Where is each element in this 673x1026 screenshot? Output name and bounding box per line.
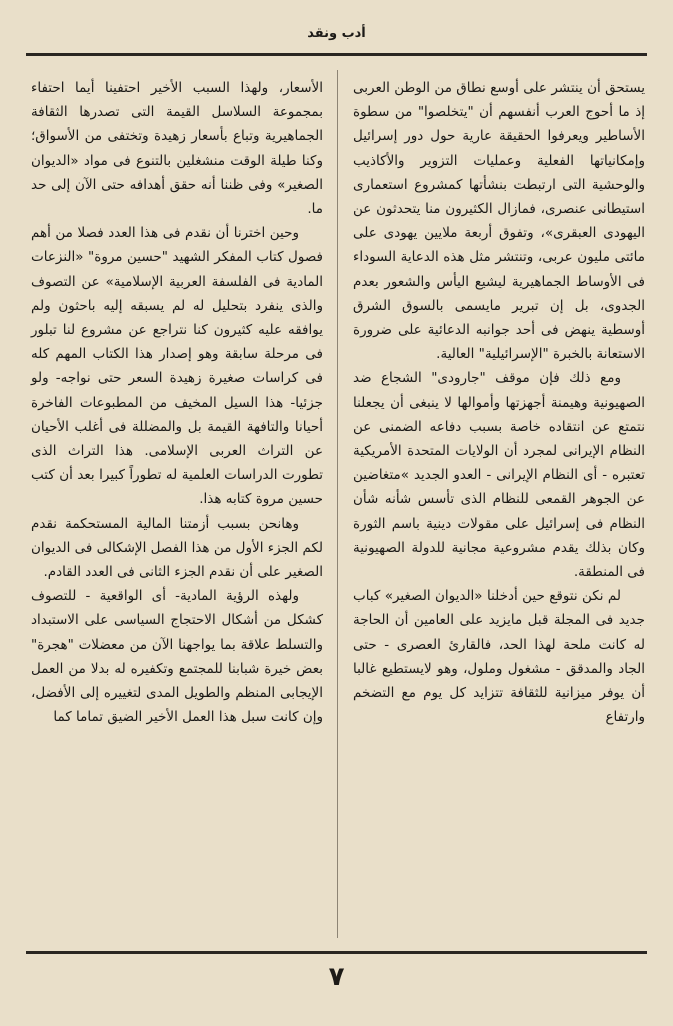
- right-column: [353, 76, 645, 944]
- paragraph: الأسعار، ولهذا السبب الأخير احتفينا أيما احتفاء بمجموعة السلاسل القيمة التى تصدرها الثقافة الجماهيرية وتباع بأسعار زهيدة وتختفى من الأسواق؛ وكنا طيلة الوقت منشغلين بالتنوع فى مواد «الديوان الصغير» وفى ظننا أنه حقق أهدافه حتى الآن إلى حد ما.: [31, 80, 323, 218]
- left-column: [31, 76, 323, 944]
- paragraph: ولهذه الرؤية المادية- أى الواقعية - للتصوف كشكل من أشكال الاحتجاج السياسى على الاستبداد والتسلط علاقة بما يواجهنا الآن من معضلات "هجرة" بعض خيرة شبابنا للمجتمع وتكفيره له بدلا من العمل الإيجابى المنظم والطويل المدى لتغييره إلى الأفضل، وإن كانت سبل هذا العمل الأخير الضيق تماما كما: [31, 588, 323, 726]
- paragraph: ومع ذلك فإن موقف "جارودى" الشجاع ضد الصهيونية وهيمنة أجهزتها وأموالها لا ينبغى أن يجعلنا نتمتع عن انتقاده خاصة بسبب دفاعه الضمنى عن النظام الإيرانى لمجرد أن الولايات المتحدة الأمريكية تعتبره - أى النظام الإيرانى - العدو الجديد »متغاضين عن الجوهر القمعى للنظام الذى تأسس شأنه شأن النظام فى إسرائيل على مقولات دينية باسم الثورة وكان بذلك يقدم مشروعية مجانية للدولة الصهيونية فى المنطقة.: [353, 370, 645, 581]
- paragraph: لم نكن نتوقع حين أدخلنا «الديوان الصغير» كباب جديد فى المجلة قبل مايزيد على العامين أن الحاجة له كانت ملحة لهذا الحد، فالقارئ العصرى - حتى الجاد والمدقق - مشغول وملول، وهو لايستطيع غالبا أن يوفر ميزانية للثقافة تتزايد كل يوم مع التضخم وارتفاع: [353, 588, 645, 726]
- page-number: ٧: [328, 962, 345, 992]
- paragraph: وحين اخترنا أن نقدم فى هذا العدد فصلا من أهم فصول كتاب المفكر الشهيد "حسين مروة" «النزعات المادية فى الفلسفة العربية الإسلامية» عن التصوف والذى ينفرد بتحليل له لم يسبقه إليه باحثون ولم يوافقه عليه كثيرون كنا نتراجع عن مشروع لنا تبلور فى مرحلة سابقة وهو إصدار هذا الكتاب المهم كله فى كراسات صغيرة زهيدة السعر حتى نواجه- ولو جزئيا- هذا السيل المخيف من المطبوعات الفاخرة أحيانا والتافهة القيمة بل والمضللة فى أغلب الأحيان عن التراث العربى الإسلامى. هذا التراث الذى تطورت الدراسات العلمية له تطوراً كبيرا بعد أن كتب حسين مروة كتابه هذا.: [31, 225, 323, 508]
- column-divider: [337, 70, 338, 938]
- paragraph: يستحق أن ينتشر على أوسع نطاق من الوطن العربى إذ ما أحوج العرب أنفسهم أن "يتخلصوا" من سطوة الأساطير ويعرفوا الحقيقة عارية حول دور إسرائيل وإمكانياتها الفعلية وعمليات التزوير والأكاذيب والوحشية التى ارتبطت بنشأتها كمشروع استعمارى استيطانى عنصرى، فمازال الكثيرون منا يتحدثون عن اليهودى العبقرى»، وتفوق أربعة ملايين يهودى على مائتى مليون عربى، وتنتشر مثل هذه الدعاية السوداء فى الأوساط الجماهيرية ليشيع اليأس والشعور بعدم الجدوى، بل إن تبرير مايسمى بالسوق الشرق أوسطية ينهض فى أحد جوانبه الدعائية على ضرورة الاستعانة بالخبرة "الإسرائيلية" العالية.: [353, 80, 645, 363]
- top-rule: [26, 53, 647, 56]
- bottom-rule: [26, 951, 647, 954]
- section-header: أدب ونقد: [307, 26, 366, 41]
- paragraph: وهانحن بسبب أزمتنا المالية المستحكمة نقدم لكم الجزء الأول من هذا الفصل الإشكالى فى الديوان الصغير على أن نقدم الجزء الثانى فى العدد القادم.: [31, 515, 323, 581]
